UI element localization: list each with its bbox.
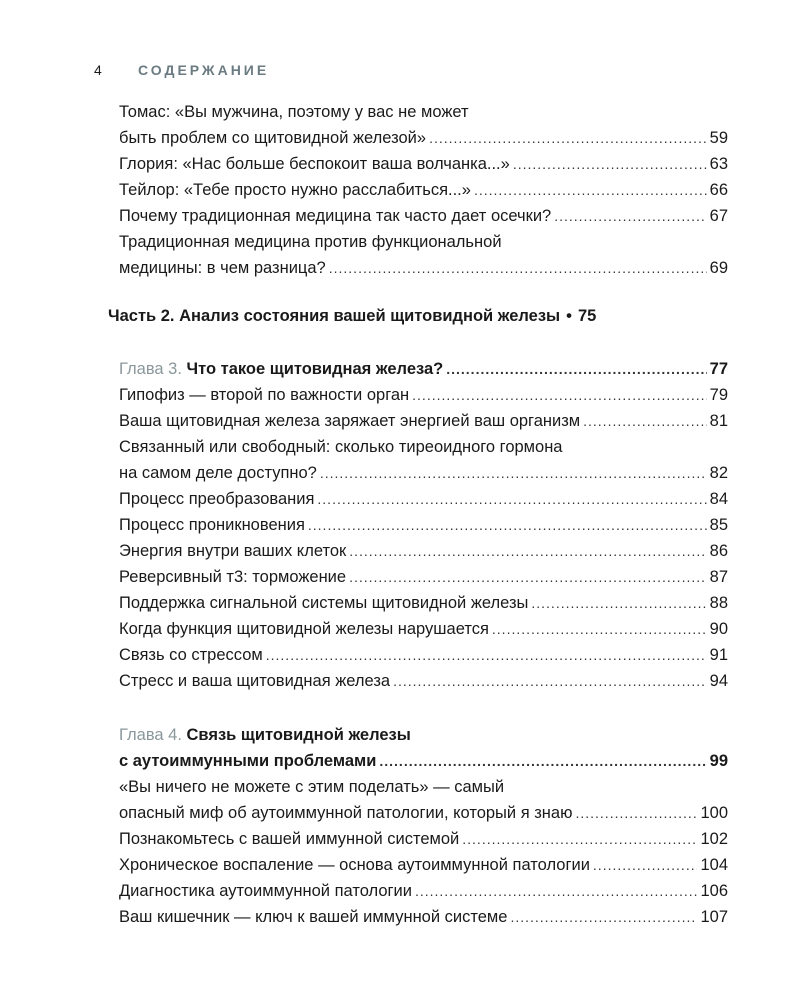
leader-dots — [349, 538, 706, 564]
page-ref: 100 — [700, 804, 728, 822]
leader-dots — [575, 800, 697, 826]
chapter-label: Глава 4. — [119, 726, 182, 744]
page-ref: 91 — [709, 646, 728, 664]
toc-block-chapter4 — [119, 722, 728, 930]
toc-entry-line1: Связанный или свободный: сколько тиреоидного гормона — [119, 438, 563, 456]
toc-entry: на самом деле доступно? ..... 82 — [119, 460, 728, 486]
leader-dots — [513, 151, 707, 177]
leader-dots — [329, 255, 707, 281]
page-ref: 106 — [700, 882, 728, 900]
chapter-heading — [119, 748, 728, 774]
chapter-title-line2: с аутоиммунными проблемами — [119, 752, 377, 770]
page-ref: 86 — [709, 542, 728, 560]
leader-dots — [412, 382, 706, 408]
page-ref: 81 — [709, 412, 728, 430]
leader-dots — [593, 852, 698, 878]
leader-dots — [393, 668, 707, 694]
toc-entry: Хроническое воспаление — основа аутоиммунной патологии ..... 104 — [119, 852, 728, 878]
toc-entry: опасный миф об аутоиммунной патологии, который я знаю ..... 100 — [119, 800, 728, 826]
leader-dots — [510, 904, 697, 930]
toc-entry: Глория: «Нас больше беспокоит ваша волчанка...» ..... 63 — [119, 151, 728, 177]
leader-dots — [492, 616, 707, 642]
part-heading — [108, 303, 596, 329]
toc-entry: Процесс преобразования ..... 84 — [119, 486, 728, 512]
leader-dots — [308, 512, 707, 538]
toc-entry: Реверсивный т3: торможение ..... 87 — [119, 564, 728, 590]
page-number: 4 — [94, 62, 102, 78]
page-ref: 79 — [709, 386, 728, 404]
leader-dots — [474, 177, 707, 203]
toc-entry: Энергия внутри ваших клеток ..... 86 — [119, 538, 728, 564]
page-ref: 107 — [700, 908, 728, 926]
page-ref: 84 — [709, 490, 728, 508]
chapter-label: Глава 3. — [119, 360, 182, 378]
page-ref: 94 — [709, 672, 728, 690]
leader-dots — [266, 642, 707, 668]
page-ref: 90 — [709, 620, 728, 638]
leader-dots — [429, 125, 707, 151]
page-ref: 82 — [709, 464, 728, 482]
page-ref: 59 — [709, 129, 728, 147]
page-ref: 69 — [709, 259, 728, 277]
page-ref: 87 — [709, 568, 728, 586]
page-ref: 99 — [709, 752, 728, 770]
chapter-title-line1: Связь щитовидной железы — [186, 726, 411, 744]
leader-dots — [320, 460, 707, 486]
bullet-separator: • — [566, 307, 572, 325]
leader-dots — [531, 590, 706, 616]
page-ref: 88 — [709, 594, 728, 612]
leader-dots — [317, 486, 706, 512]
leader-dots — [379, 748, 706, 774]
toc-entry: Поддержка сигнальной системы щитовидной железы ..... 88 — [119, 590, 728, 616]
page-ref: 67 — [709, 207, 728, 225]
toc-entry-line1: Томас: «Вы мужчина, поэтому у вас не может — [119, 103, 469, 121]
chapter-heading-line1 — [119, 722, 728, 748]
page-ref: 66 — [709, 181, 728, 199]
page-ref: 85 — [709, 516, 728, 534]
toc-entry: Познакомьтесь с вашей иммунной системой ..... 102 — [119, 826, 728, 852]
toc-entry: быть проблем со щитовидной железой» ..... 59 — [119, 125, 728, 151]
leader-dots — [446, 356, 706, 382]
page-ref: 63 — [709, 155, 728, 173]
toc-block-chapter3 — [119, 356, 728, 694]
chapter-title: Что такое щитовидная железа? — [186, 360, 444, 378]
page-ref: 104 — [700, 856, 728, 874]
leader-dots — [583, 408, 707, 434]
chapter-heading — [119, 356, 728, 382]
leader-dots — [415, 878, 698, 904]
leader-dots — [462, 826, 697, 852]
toc-block-intro — [119, 99, 728, 281]
toc-entry: медицины: в чем разница? ..... 69 — [119, 255, 728, 281]
page-ref: 102 — [700, 830, 728, 848]
toc-entry: Почему традиционная медицина так часто дает осечки? ..... 67 — [119, 203, 728, 229]
toc-entry-line1: Традиционная медицина против функциональной — [119, 233, 502, 251]
toc-entry: Ваша щитовидная железа заряжает энергией ваш организм ..... 81 — [119, 408, 728, 434]
toc-entry-line1: «Вы ничего не можете с этим поделать» — самый — [119, 778, 505, 796]
page-ref: 77 — [709, 360, 728, 378]
toc-entry: Диагностика аутоиммунной патологии ..... 106 — [119, 878, 728, 904]
section-title: СОДЕРЖАНИЕ — [138, 62, 270, 78]
toc-entry: Процесс проникновения ..... 85 — [119, 512, 728, 538]
toc-entry: Связь со стрессом ..... 91 — [119, 642, 728, 668]
leader-dots — [554, 203, 706, 229]
toc-entry: Тейлор: «Тебе просто нужно расслабиться...» ..... 66 — [119, 177, 728, 203]
part-title: Часть 2. Анализ состояния вашей щитовидной железы — [108, 307, 561, 325]
part-page: 75 — [577, 307, 597, 325]
toc-entry: Гипофиз — второй по важности орган ..... 79 — [119, 382, 728, 408]
leader-dots — [349, 564, 707, 590]
toc-entry: Когда функция щитовидной железы нарушается ..... 90 — [119, 616, 728, 642]
toc-entry: Стресс и ваша щитовидная железа ..... 94 — [119, 668, 728, 694]
toc-entry: Ваш кишечник — ключ к вашей иммунной системе ..... 107 — [119, 904, 728, 930]
